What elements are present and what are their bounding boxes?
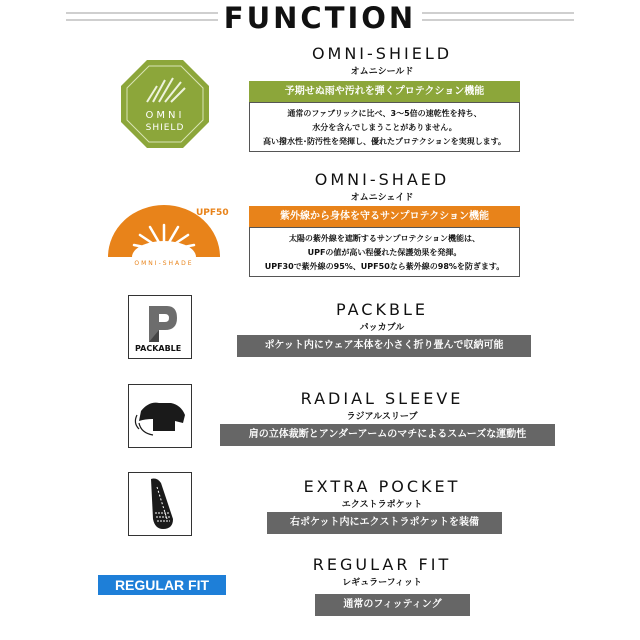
extra-pocket-subtitle: エクストラポケット <box>341 500 423 510</box>
packable-title: PACKBLE <box>336 300 428 319</box>
omni-shade-line-1: 太陽の紫外線を遮断するサンプロテクション機能は、 <box>288 234 481 243</box>
omni-shield-logo-text-1: OMNI <box>145 110 185 121</box>
radial-sleeve-icon-frame <box>128 384 192 448</box>
regular-fit-band: 通常のフィッティング <box>315 594 470 616</box>
omni-shade-logo-text: OMNI-SHADE <box>134 260 194 267</box>
omni-shield-description <box>249 102 520 152</box>
radial-sleeve-subtitle: ラジアルスリーブ <box>346 412 418 422</box>
extra-pocket-icon <box>129 473 191 535</box>
regular-fit-subtitle: レギュラーフィット <box>342 578 422 588</box>
omni-shade-line-2: UPFの値が高い程優れた保護効果を発揮。 <box>307 248 462 257</box>
omni-shield-subtitle: オムニシールド <box>350 67 414 77</box>
extra-pocket-icon-frame <box>128 472 192 536</box>
omni-shield-line-3: 高い撥水性･防汚性を発揮し、優れたプロテクションを実現します。 <box>263 137 506 146</box>
omni-shade-line-3: UPF30で紫外線の95%、UPF50なら紫外線の98%を防ぎます。 <box>264 262 505 271</box>
page-title <box>0 1 640 35</box>
radial-sleeve-icon <box>129 385 191 447</box>
omni-shade-band: 紫外線から身体を守るサンプロテクション機能 <box>249 206 520 227</box>
omni-shield-logo-icon <box>119 58 211 150</box>
extra-pocket-title: EXTRA POCKET <box>303 477 461 496</box>
packable-band: ポケット内にウェア本体を小さく折り畳んで収納可能 <box>237 335 531 357</box>
omni-shield-logo <box>119 58 211 150</box>
omni-shield-band: 予期せぬ雨や汚れを弾くプロテクション機能 <box>249 81 520 102</box>
packable-icon <box>129 298 191 348</box>
omni-shade-description <box>249 227 520 277</box>
radial-sleeve-band: 肩の立体裁断とアンダーアームのマチによるスムーズな運動性 <box>220 424 555 446</box>
radial-sleeve-title: RADIAL SLEEVE <box>300 389 464 408</box>
regular-fit-badge: REGULAR FIT <box>98 575 226 595</box>
extra-pocket-band: 右ポケット内にエクストラポケットを装備 <box>267 512 502 534</box>
regular-fit-title: REGULAR FIT <box>312 555 452 574</box>
packable-subtitle: パッカブル <box>359 323 405 333</box>
omni-shield-title: OMNI-SHIELD <box>311 44 453 63</box>
upf-badge: UPF50 <box>196 208 229 218</box>
omni-shield-line-1: 通常のファブリックに比べ、3～5倍の速乾性を持ち、 <box>287 109 482 118</box>
omni-shield-logo-text-2: SHIELD <box>145 123 185 133</box>
packable-icon-label: PACKABLE <box>135 344 182 353</box>
packable-icon-frame <box>128 295 192 359</box>
omni-shade-subtitle: オムニシェイド <box>350 193 414 203</box>
page-title-text: FUNCTION <box>218 1 422 35</box>
omni-shield-line-2: 水分を含んでしまうことがありません。 <box>312 123 457 132</box>
omni-shade-title: OMNI-SHAED <box>314 170 450 189</box>
